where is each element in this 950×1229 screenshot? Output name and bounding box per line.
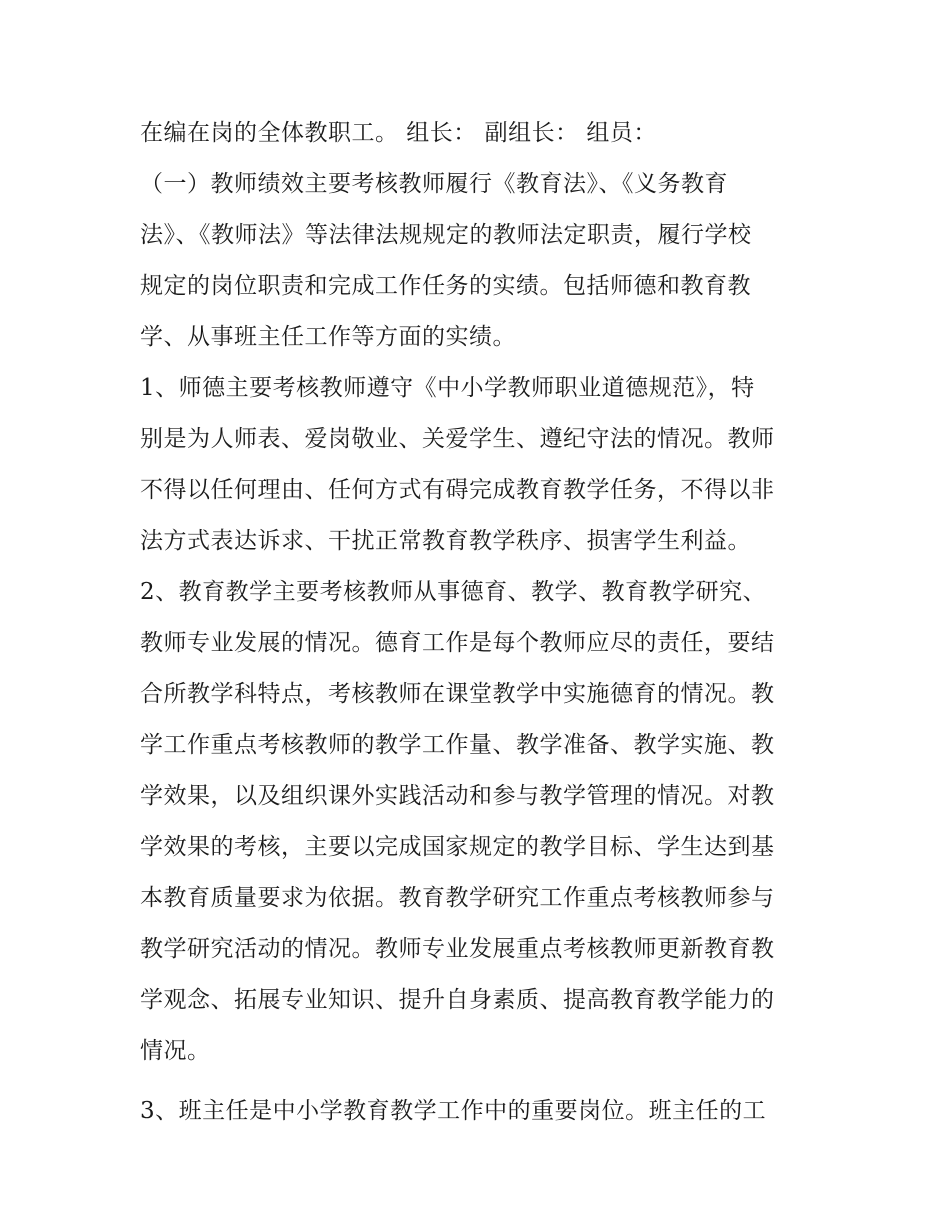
text-line: （一）教师绩效主要考核教师履行《教育法》、《义务教育	[140, 171, 728, 197]
text-line: 法方式表达诉求、干扰正常教育教学秩序、损害学生利益。	[140, 528, 751, 554]
text-line: 3、班主任是中小学教育教学工作中的重要岗位。班主任的工	[140, 1098, 767, 1124]
text-line: 学效果，以及组织课外实践活动和参与教学管理的情况。对教	[140, 783, 775, 809]
text-line: 教师专业发展的情况。德育工作是每个教师应尽的责任，要结	[140, 630, 775, 656]
document-body	[140, 108, 820, 1137]
text-line: 学观念、拓展专业知识、提升自身素质、提高教育教学能力的	[140, 987, 775, 1013]
text-line: 1、师德主要考核教师遵守《中小学教师职业道德规范》，特	[140, 375, 755, 401]
text-line: 在编在岗的全体教职工。 组长： 副组长： 组员：	[140, 120, 657, 146]
text-line: 学、从事班主任工作等方面的实绩。	[140, 324, 516, 350]
text-line: 学工作重点考核教师的教学工作量、教学准备、教学实施、教	[140, 732, 775, 758]
text-line: 规定的岗位职责和完成工作任务的实绩。包括师德和教育教	[140, 273, 751, 299]
text-line: 学效果的考核，主要以完成国家规定的教学目标、学生达到基	[140, 834, 775, 860]
text-line: 合所教学科特点，考核教师在课堂教学中实施德育的情况。教	[140, 681, 775, 707]
text-line: 情况。	[140, 1038, 211, 1064]
text-line: 不得以任何理由、任何方式有碍完成教育教学任务，不得以非	[140, 477, 775, 503]
paragraph-gap	[140, 1077, 820, 1086]
text-line: 教学研究活动的情况。教师专业发展重点考核教师更新教育教	[140, 936, 775, 962]
text-line: 别是为人师表、爱岗敬业、关爱学生、遵纪守法的情况。教师	[140, 426, 775, 452]
text-line: 2、教育教学主要考核教师从事德育、教学、教育教学研究、	[140, 579, 767, 605]
text-line: 本教育质量要求为依据。教育教学研究工作重点考核教师参与	[140, 885, 775, 911]
text-line: 法》、《教师法》等法律法规规定的教师法定职责，履行学校	[140, 222, 752, 248]
